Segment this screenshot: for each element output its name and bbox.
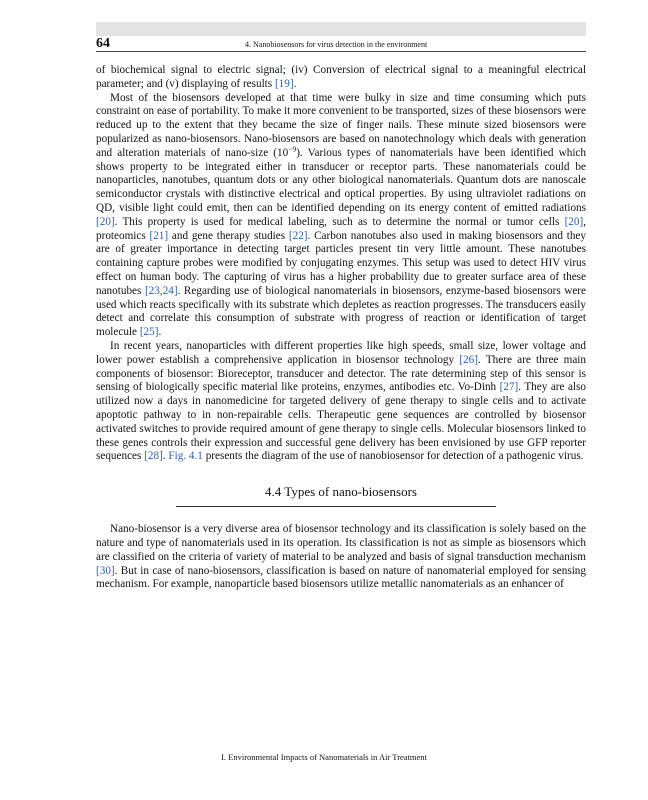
text-run: . <box>162 450 169 463</box>
text-run: . Regarding use of biological nanomaterials in biosensors, enzyme-based biosensors were used which reacts specifically with its substrate which depletes as reaction progresses. The transducers easily detect and correlate this consumption of substrate with progress of reaction or identification of target molecule <box>96 284 586 339</box>
figure-link[interactable]: Fig. 4.1 <box>168 450 203 463</box>
page-body <box>96 64 586 592</box>
citation-link[interactable]: [20] <box>564 215 584 228</box>
citation-link[interactable]: [28] <box>144 450 163 463</box>
page-footer: I. Environmental Impacts of Nanomaterials in Air Treatment <box>221 752 427 762</box>
paragraph-4 <box>96 523 586 592</box>
text-run: . But in case of nano-biosensors, classification is based on nature of nanomaterial employed for sensing mechanism. For example, nanoparticle based biosensors utilize metallic nanomaterials as an enhancer of <box>96 564 586 591</box>
paragraph-1 <box>96 64 586 92</box>
text-run: In recent years, nanoparticles with different properties like high speeds, small size, lower voltage and lower power establish a comprehensive application in biosensor technology <box>96 339 586 366</box>
header-rule <box>96 51 586 52</box>
text-run: . They are also utilized now a days in nanomedicine for targeted delivery of gene therapy to single cells and to activate apoptotic pathway to in non-repairable cells. Therapeutic gene sequences are controlled by biosensor activated switches to provide required amount of gene therapy to single cells. Molecular biosensors linked to these genes controls their expression and successful gene delivery has been envisioned by use GFP reporter sequences <box>96 381 586 463</box>
citation-link[interactable]: [20] <box>96 215 115 228</box>
text-run: . There are three main components of biosensor: Bioreceptor, transducer and detector. The rate determining step of this sensor is sensing of biologically specific material like proteins, enzymes, antibodies etc. Vo-Dinh <box>96 353 586 394</box>
text-run: . This property is used for medical labeling, such as to determine the normal or tumor cells <box>114 215 565 228</box>
text-run: Most of the biosensors developed at that time were bulky in size and time consuming which puts constraint on ease of portability. To make it more convenient to be transported, sizes of these biosensors were reduced up to the extent that they became the size of finger nails. These minute sized biosensors were popularized as nano-biosensors. Nano-biosensors are based on nanotechnology which deals with generation and alteration materials of nano-size (10 <box>96 91 586 159</box>
citation-link[interactable]: [21] <box>149 229 169 242</box>
section-heading: 4.4 Types of nano-biosensors <box>265 484 417 500</box>
citation-link[interactable]: [25] <box>139 326 159 339</box>
paragraph-3 <box>96 340 586 464</box>
text-run: Nano-biosensor is a very diverse area of biosensor technology and its classification is solely based on the nature and type of nanomaterials used in its operation. Its classification is not as simple as biosensors which are classified on the criteria of variety of material to be analyzed and basis of signal transduction mechanism <box>96 523 586 563</box>
superscript: −9 <box>288 144 297 154</box>
citation-link[interactable]: [23,24] <box>144 284 178 297</box>
citation-link[interactable]: [26] <box>459 353 478 366</box>
header-bar <box>96 22 586 36</box>
citation-link[interactable]: [30] <box>96 564 115 577</box>
text-run: . <box>293 77 297 90</box>
text-run: of biochemical signal to electric signal; (iv) Conversion of electrical signal to a meaningful electrical parameter; and (v) displaying of results <box>96 64 586 90</box>
citation-link[interactable]: [19] <box>274 77 294 90</box>
text-run: . <box>158 326 162 339</box>
page-number: 64 <box>96 36 110 51</box>
text-run: , proteomics <box>96 215 586 242</box>
citation-link[interactable]: [27] <box>499 381 519 394</box>
text-run: presents the diagram of the use of nanobiosensor for detection of a pathogenic virus. <box>202 450 584 463</box>
text-run: ). Various types of nanomaterials have been identified which shows property to be integrated either in transducer or receptor parts. These nanomaterials could be nanoparticles, nanotubes, quantum dots or any other biological nanomaterials. Quantum dots are nanoscale semiconductor crystals with distinctive electrical and optical properties. By using ultraviolet radiations on QD, visible light could emit, then can be identified depending on its energy content of emitted radiations <box>96 146 586 214</box>
text-run: . Carbon nanotubes also used in making biosensors and they are of greater importance in detecting target particles present tin very little amount. These nanotubes containing capture probes were modified by conjugating enzymes. This setup was used to detect HIV virus effect on human body. The capturing of virus has a higher probability due to greater surface area of these nanotubes <box>96 229 586 297</box>
text-run: and gene therapy studies <box>168 229 289 242</box>
running-title: 4. Nanobiosensors for virus detection in the environment <box>245 40 428 49</box>
citation-link[interactable]: [22] <box>288 229 308 242</box>
paragraph-2 <box>96 92 586 340</box>
